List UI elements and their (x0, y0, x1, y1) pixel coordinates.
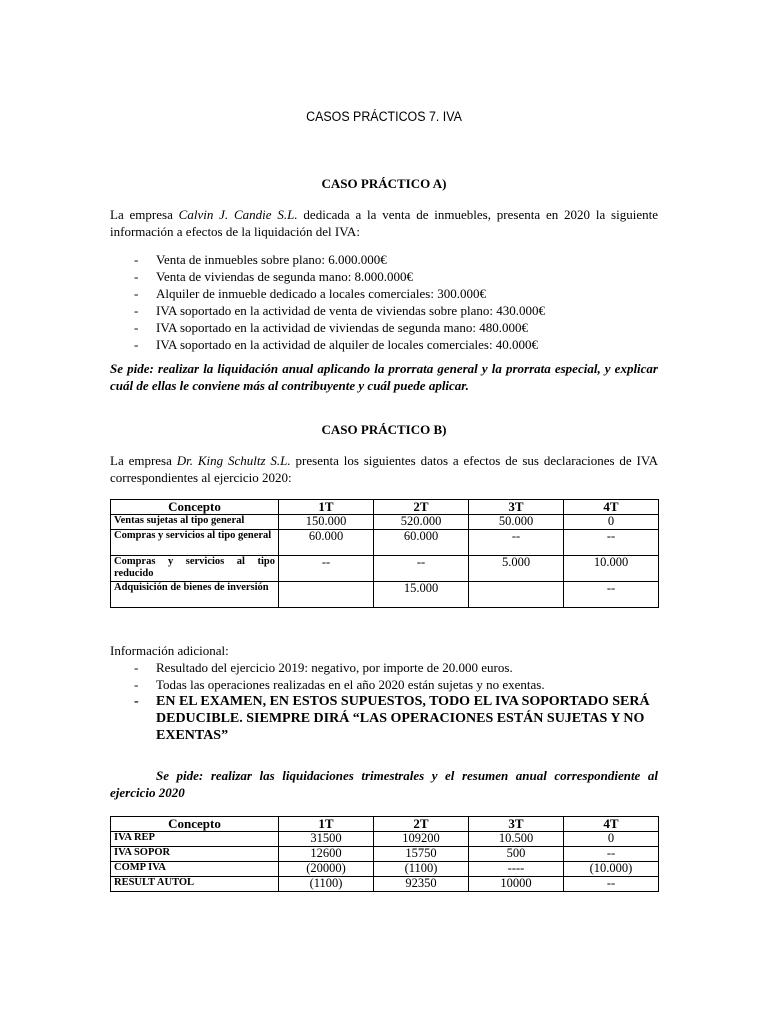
column-header: 3T (469, 500, 564, 515)
table-cell: -- (564, 582, 659, 608)
table-cell: 0 (564, 515, 659, 530)
row-label: COMP IVA (111, 862, 279, 877)
case-b-company: Dr. King Schultz S.L. (176, 453, 291, 468)
table-cell: 60.000 (279, 530, 374, 556)
info-list (110, 659, 658, 744)
case-a-heading: CASO PRÁCTICO A) (321, 176, 447, 191)
table-cell: -- (564, 877, 659, 892)
column-header: 2T (374, 817, 469, 832)
table-cell: -- (564, 530, 659, 556)
case-a-intro-after: dedicada a la venta de inmuebles, presenta en 2020 la siguiente información a efectos de la liquidación del IVA: (110, 207, 658, 239)
table-cell: -- (469, 530, 564, 556)
table-cell: 10000 (469, 877, 564, 892)
list-item: - Todas las operaciones realizadas en el año 2020 están sujetas y no exentas. (110, 676, 658, 693)
table-cell: -- (374, 556, 469, 582)
row-label: Ventas sujetas al tipo general (111, 515, 279, 530)
results-table (110, 816, 659, 892)
table-cell: 10.500 (469, 832, 564, 847)
list-item: - Venta de viviendas de segunda mano: 8.000.000€ (110, 268, 658, 285)
list-item: - IVA soportado en la actividad de alquiler de locales comerciales: 40.000€ (110, 336, 658, 353)
row-label: Compras y servicios al tipo general (111, 530, 279, 556)
table-cell: ---- (469, 862, 564, 877)
table-row (111, 556, 659, 582)
case-a-intro-before: La empresa (110, 207, 179, 222)
table-cell: 109200 (374, 832, 469, 847)
table-cell: (1100) (279, 877, 374, 892)
list-item: - IVA soportado en la actividad de viviendas de segunda mano: 480.000€ (110, 319, 658, 336)
table-row (111, 515, 659, 530)
list-item: - Alquiler de inmueble dedicado a locales comerciales: 300.000€ (110, 285, 658, 302)
case-b-intro (110, 452, 658, 486)
column-header: Concepto (111, 817, 279, 832)
table-cell: 15.000 (374, 582, 469, 608)
row-label: Adquisición de bienes de inversión (111, 582, 279, 608)
table-header-row (111, 817, 659, 832)
info-heading: Información adicional: (110, 643, 229, 658)
table-cell: 60.000 (374, 530, 469, 556)
table-cell (469, 582, 564, 608)
table-cell: (10.000) (564, 862, 659, 877)
row-label: IVA SOPOR (111, 847, 279, 862)
column-header: 3T (469, 817, 564, 832)
table-cell: -- (564, 847, 659, 862)
case-b-intro-after: presenta los siguientes datos a efectos de sus declaraciones de IVA correspondientes al ejercicio 2020: (110, 453, 658, 485)
table-cell: 500 (469, 847, 564, 862)
table-cell: (1100) (374, 862, 469, 877)
table-cell: 92350 (374, 877, 469, 892)
case-b-heading: CASO PRÁCTICO B) (321, 422, 447, 437)
column-header: 2T (374, 500, 469, 515)
column-header: 4T (564, 500, 659, 515)
row-label: RESULT AUTOL (111, 877, 279, 892)
column-header: Concepto (111, 500, 279, 515)
case-a-task: Se pide: realizar la liquidación anual aplicando la prorrata general y la prorrata especial, y explicar cuál de ellas le conviene más al contribuyente y cuál puede aplicar. (110, 361, 658, 393)
table-row (111, 530, 659, 556)
column-header: 1T (279, 817, 374, 832)
table-cell: 12600 (279, 847, 374, 862)
list-item: - Venta de inmuebles sobre plano: 6.000.000€ (110, 251, 658, 268)
table-cell: 5.000 (469, 556, 564, 582)
table-row (111, 877, 659, 892)
table-header-row (111, 500, 659, 515)
list-item: - Resultado del ejercicio 2019: negativo, por importe de 20.000 euros. (110, 659, 658, 676)
case-a-list (110, 251, 658, 353)
list-item-emphasis: - EN EL EXAMEN, EN ESTOS SUPUESTOS, TODO EL IVA SOPORTADO SERÁ DEDUCIBLE. SIEMPRE DIRÁ “LAS OPERACIONES ESTÁN SUJETAS Y NO EXENTAS” (110, 693, 658, 744)
table-cell: (20000) (279, 862, 374, 877)
case-b-task: Se pide: realizar las liquidaciones trimestrales y el resumen anual correspondiente al ejercicio 2020 (110, 768, 658, 800)
table-cell: 520.000 (374, 515, 469, 530)
row-label: IVA REP (111, 832, 279, 847)
data-table (110, 499, 659, 608)
table-cell: 150.000 (279, 515, 374, 530)
table-cell: 50.000 (469, 515, 564, 530)
table-row (111, 862, 659, 877)
table-cell: -- (279, 556, 374, 582)
table-cell: 0 (564, 832, 659, 847)
column-header: 1T (279, 500, 374, 515)
document-title: CASOS PRÁCTICOS 7. IVA (306, 109, 462, 124)
table-cell: 15750 (374, 847, 469, 862)
case-a-company: Calvin J. Candie S.L. (178, 207, 298, 222)
table-row (111, 582, 659, 608)
column-header: 4T (564, 817, 659, 832)
case-a-intro (110, 206, 658, 240)
list-item: - IVA soportado en la actividad de venta de viviendas sobre plano: 430.000€ (110, 302, 658, 319)
row-label: Compras y servicios al tipo reducido (111, 556, 279, 582)
table-row (111, 847, 659, 862)
table-row (111, 832, 659, 847)
table-cell: 31500 (279, 832, 374, 847)
table-cell (279, 582, 374, 608)
case-b-intro-before: La empresa (110, 453, 177, 468)
table-cell: 10.000 (564, 556, 659, 582)
